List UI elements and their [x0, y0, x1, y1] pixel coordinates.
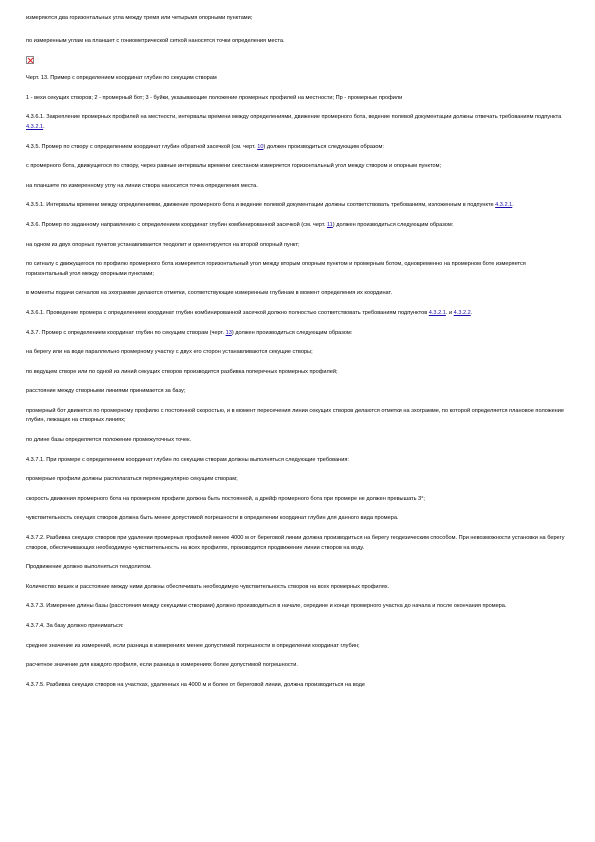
spacer	[26, 358, 569, 368]
spacer	[26, 651, 569, 661]
paragraph-text: на одном из двух опорных пунктов устанавливается теодолит и ориентируется на второй опорный пункт;	[26, 241, 300, 248]
paragraph	[26, 456, 569, 466]
cross-reference-link[interactable]: 13	[225, 329, 232, 336]
spacer	[26, 103, 569, 113]
paragraph	[26, 14, 569, 24]
paragraph-text: 4.3.7. Промер с определением координат глубин по секущим створам (черт.	[26, 329, 226, 336]
paragraph-text: в моменты подачи сигналов на эхограмме делаются отметки, соответствующие измеренным глубинам в момент определения их координат.	[26, 290, 393, 297]
paragraph-text: Черт. 13. Пример с определением координат глубин по секущим створам	[26, 75, 217, 82]
spacer	[26, 231, 569, 241]
paragraph	[26, 348, 569, 358]
paragraph-text: среднее значение из измерений, если разница в измерениях менее допустимой погрешности в определении координат глубин;	[26, 642, 360, 649]
cross-reference-link[interactable]: 4.3.2.2	[453, 309, 471, 316]
paragraph-text: по длине базы определяется положение промежуточных точек.	[26, 437, 192, 444]
paragraph-text: .	[512, 202, 514, 209]
paragraph	[26, 37, 569, 47]
paragraph-text: 4.3.6. Промер по заданному направлению с определением координат глубин комбинированной засечкой (см. черт.	[26, 221, 327, 228]
paragraph-text: с промерного бота, движущегося по створу, через равные интервалы времени секстаном измеряется горизонтальный угол между створом и опорным пунктом;	[26, 163, 442, 170]
paragraph-text: ) должен производиться следующим образом:	[332, 221, 454, 228]
spacer	[26, 319, 569, 329]
paragraph-text: по измеренным углам на планшет с гониометрической сеткой наносятся точки определения места.	[26, 37, 285, 44]
spacer	[26, 573, 569, 583]
spacer	[26, 191, 569, 201]
paragraph-text: 4.3.7.1. При промере с определением координат глубин по секущим створам должны выполняться следующие требования:	[26, 456, 349, 463]
paragraph	[26, 514, 569, 524]
cross-reference-link[interactable]: 4.3.2.1	[495, 202, 513, 209]
paragraph	[26, 113, 569, 132]
paragraph	[26, 74, 569, 84]
spacer	[26, 84, 569, 94]
paragraph-text: 1 - вехи секущих створов; 2 - промерный бот; 3 - буйки, указывающие положение промерных профилей на местности; Пр - промерные профили	[26, 94, 403, 101]
paragraph-text: по ведущем створе или по одной из линий секущих створов производится разбивка поперечных промерных профилей;	[26, 368, 338, 375]
spacer	[26, 504, 569, 514]
spacer	[26, 446, 569, 456]
paragraph-text: по сигналу с движущегося по профилю промерного бота измеряется горизонтальный угол между вторым опорным пунктом и промерным ботом, одновременно на промерном боте измеряется горизонтальный угол между опорными пунктами;	[26, 261, 526, 277]
cross-reference-link[interactable]: 10	[257, 143, 264, 150]
spacer	[26, 338, 569, 348]
paragraph-text: . и	[445, 309, 454, 316]
paragraph-text: .	[470, 309, 473, 316]
cross-reference-link[interactable]: 4.3.2.1	[26, 123, 44, 130]
paragraph-text: промерный бот движется по промерному профилю с постоянной скоростью, и в момент пересечения линии секущих створов делаются отметки на эхограмме, по которой определяется плановое положение глубин, лежащих на створных линиях;	[26, 407, 564, 424]
broken-image-icon	[26, 56, 34, 64]
paragraph	[26, 622, 569, 632]
spacer	[26, 671, 569, 681]
spacer	[26, 377, 569, 387]
paragraph	[26, 661, 569, 671]
spacer	[26, 426, 569, 436]
paragraph	[26, 368, 569, 378]
paragraph	[26, 143, 569, 153]
paragraph-text: Продвижение должно выполняться теодолитом.	[26, 564, 152, 571]
paragraph-text: 4.3.6.1. Закрепление промерных профилей на местности, интервалы времени между определениями, движение промерного бота, ведение полевой документации должны отвечать требованиям подпункта	[26, 114, 562, 121]
spacer	[26, 485, 569, 495]
paragraph	[26, 162, 569, 172]
paragraph-text: расчетное значение для каждого профиля, если разница в измерениях более допустимой погрешности.	[26, 662, 298, 669]
paragraph	[26, 681, 569, 691]
spacer	[26, 152, 569, 162]
paragraph-text: .	[43, 123, 45, 130]
spacer	[26, 211, 569, 221]
paragraph-text: ) должен производиться следующим образом:	[263, 143, 384, 150]
paragraph	[26, 309, 569, 319]
paragraph	[26, 534, 569, 553]
paragraph	[26, 583, 569, 593]
paragraph	[26, 475, 569, 485]
paragraph-text: 4.3.5.1. Интервалы времени между определениями, движение промерного бота и ведение полевой документации должны соответствовать требованиям, изложенным в подпункте	[26, 202, 496, 209]
paragraph	[26, 182, 569, 192]
paragraph	[26, 563, 569, 573]
paragraph	[26, 387, 569, 397]
paragraph-text: на планшете по измеренному углу на линии створа наносится точка определения места.	[26, 182, 258, 189]
paragraph-text: 4.3.6.1. Проведение промера с определением координат глубин комбинированной засечкой должно полностью соответствовать требованиям подпунктов	[26, 309, 429, 316]
paragraph-text: измеряются два горизонтальных угла между тремя или четырьмя опорными пунктами;	[26, 15, 253, 21]
paragraph	[26, 495, 569, 505]
spacer	[26, 24, 569, 37]
spacer	[26, 553, 569, 563]
spacer	[26, 279, 569, 289]
paragraph-text: чувствительность секущих створов должна быть менее допустимой погрешности в определении координат глубин для данного вида промера.	[26, 515, 399, 522]
paragraph	[26, 260, 569, 279]
spacer	[26, 612, 569, 622]
paragraph	[26, 241, 569, 251]
paragraph	[26, 94, 569, 104]
paragraph-text: промерные профили должны располагаться перпендикулярно секущим створам;	[26, 476, 238, 483]
paragraph-text: на берегу или на воде параллельно промерному участку с двух его сторон устанавливаются секущие створы;	[26, 349, 313, 356]
paragraph-text: скорость движения промерного бота на промерном профиле должна быть постоянной, а дрейф промерного бота при промере не должен превышать 3°;	[26, 495, 425, 502]
spacer	[26, 64, 569, 74]
cross-reference-link[interactable]: 4.3.2.1	[428, 309, 446, 316]
paragraph-text: 4.3.7.2. Разбивка секущих створов при удалении промерных профилей менее 4000 м от береговой линии должна производиться на берегу геодезическим способом. При невозможности установки на берегу створов, обеспечивающих необходимую чувствительность на всех профилях, производится продвижение линии створов на воду.	[26, 535, 565, 551]
paragraph	[26, 201, 569, 211]
cross-reference-link[interactable]: 11	[326, 221, 333, 228]
spacer	[26, 397, 569, 407]
spacer	[26, 524, 569, 534]
paragraph-text: ) должен производиться следующим образом:	[231, 329, 353, 336]
spacer	[26, 632, 569, 642]
paragraph	[26, 329, 569, 339]
spacer	[26, 133, 569, 143]
paragraph-text: Количество вешек и расстояние между ними должны обеспечивать необходимую чувствительность створов на всех промерных профилях.	[26, 583, 390, 590]
paragraph	[26, 407, 569, 426]
spacer	[26, 299, 569, 309]
paragraph-text: 4.3.7.5. Разбивка секущих створов на участках, удаленных на 4000 м и более от береговой линии, должна производиться на воде	[26, 681, 366, 688]
paragraph-text: 4.3.7.4. За базу должно приниматься:	[26, 623, 124, 629]
paragraph	[26, 602, 569, 612]
spacer	[26, 592, 569, 602]
spacer	[26, 465, 569, 475]
spacer	[26, 250, 569, 260]
spacer	[26, 172, 569, 182]
paragraph	[26, 642, 569, 652]
paragraph	[26, 436, 569, 446]
paragraph-text: 4.3.7.3. Измерение длины базы (расстояния между секущими створами) должно производиться в начале, середине и конце промерного участка до начала и после окончания промера.	[26, 603, 507, 610]
paragraph-text: 4.3.5. Промер по створу с определением координат глубин обратной засечкой (см. черт.	[26, 143, 258, 150]
spacer	[26, 46, 569, 56]
paragraph-text: расстояние между створными линиями принимается за базу;	[26, 388, 186, 395]
paragraph	[26, 289, 569, 299]
paragraph	[26, 221, 569, 231]
